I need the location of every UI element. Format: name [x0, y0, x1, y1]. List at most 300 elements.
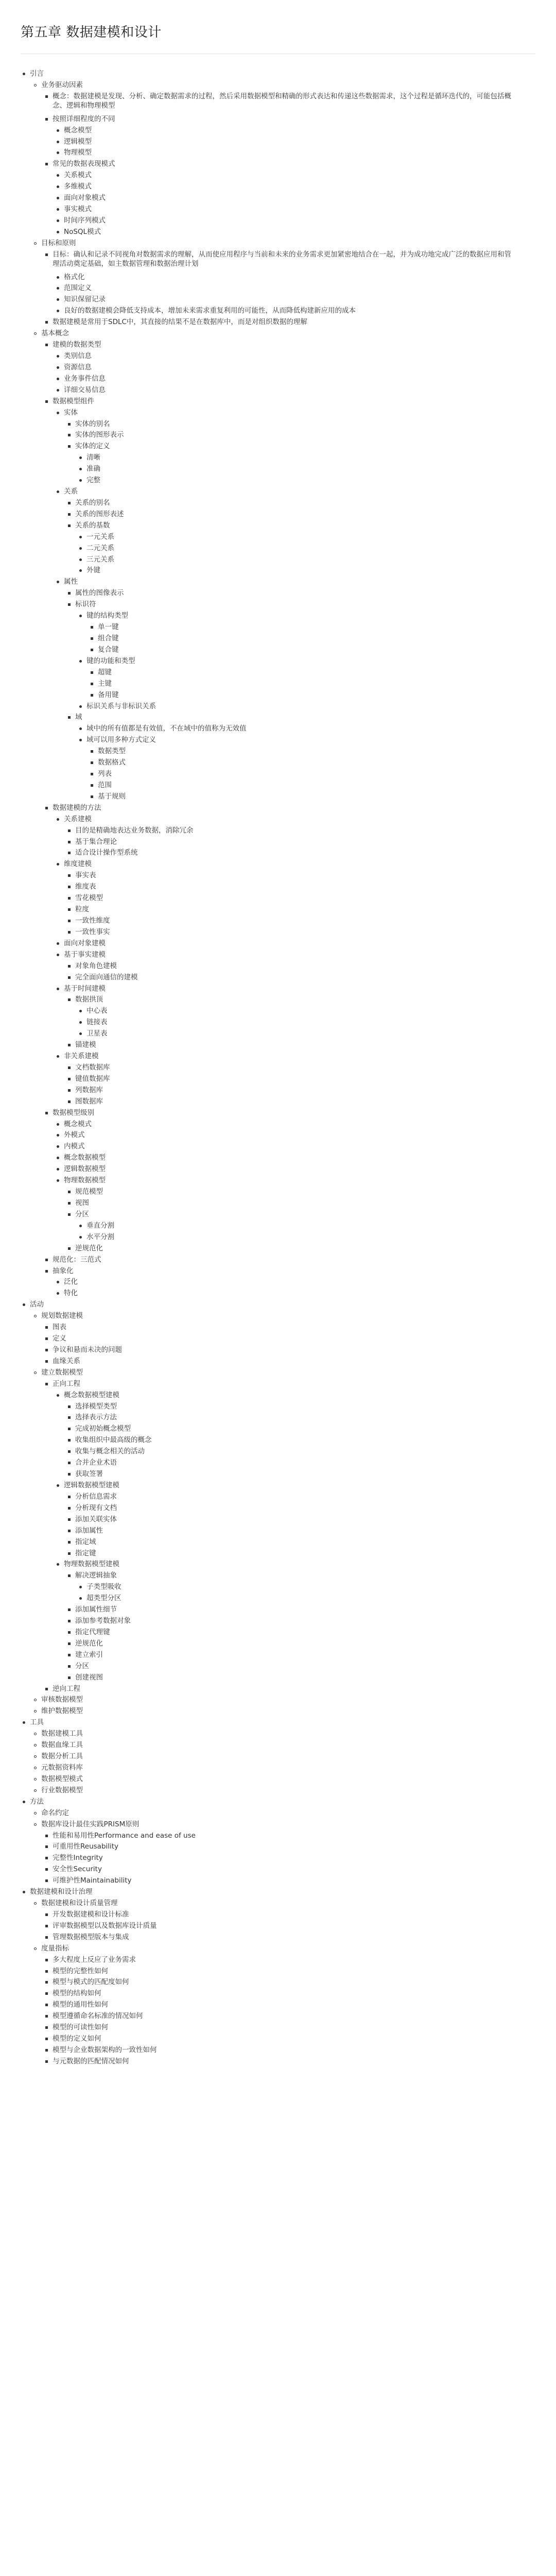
bullet-icon: [68, 1462, 71, 1464]
chapter-title: 第五章 数据建模和设计: [21, 25, 162, 40]
bullet-icon: [68, 1202, 71, 1205]
outline-item-text: 业务事件信息: [64, 374, 106, 383]
bullet-icon: [68, 1642, 71, 1645]
outline-item-text: 规范模型: [75, 1188, 103, 1196]
outline-item-text: 知识保留记录: [64, 295, 106, 304]
bullet-icon: [68, 1416, 71, 1419]
bullet-icon: [79, 1010, 82, 1012]
outline-item-text: 目标：确认和记录不同视角对数据需求的理解，从而使应用程序与当前和未来的业务需求更加紧密地结合在一起，并为成功地完成广泛的数据应用和管理活动奠定基础，如主数据管理和数据治理计划: [53, 250, 511, 268]
bullet-icon: [34, 1812, 37, 1815]
outline-item-text: 数据血缘工具: [41, 1741, 83, 1750]
outline-item-text: 可维护性Maintainability: [53, 1876, 132, 1885]
outline-item-text: 实体的图形表示: [75, 431, 124, 439]
bullet-icon: [45, 1259, 48, 1261]
bullet-icon: [91, 761, 93, 764]
bullet-icon: [68, 445, 71, 448]
bullet-icon: [23, 1801, 25, 1803]
outline-item-text: 单一键: [98, 623, 119, 632]
outline-item-text: 锚建模: [75, 1041, 96, 1049]
bullet-icon: [79, 1586, 82, 1588]
bullet-icon: [68, 1676, 71, 1679]
bullet-icon: [34, 1315, 37, 1317]
bullet-icon: [68, 434, 71, 436]
bullet-icon: [23, 1303, 25, 1306]
outline-item-text: 标识关系与非标识关系: [86, 702, 156, 710]
outline-item-text: 分析现有文档: [75, 1503, 117, 1512]
outline-item-text: 命名约定: [41, 1808, 69, 1817]
outline-item-text: 外模式: [64, 1131, 85, 1140]
outline-item-text: 数据建模是常用于SDLC中，其直接的结果不是在数据库中，而是对组织数据的理解: [53, 318, 307, 327]
outline-item-text: 内模式: [64, 1142, 85, 1151]
bullet-icon: [57, 1168, 59, 1171]
bullet-icon: [68, 1631, 71, 1634]
outline-item-text: 模型的完整性如何: [53, 1967, 108, 1975]
bullet-icon: [68, 1439, 71, 1442]
bullet-icon: [23, 1891, 25, 1893]
outline-item-text: 正向工程: [53, 1379, 80, 1388]
bullet-icon: [45, 1936, 48, 1939]
bullet-icon: [68, 886, 71, 888]
bullet-icon: [57, 208, 59, 211]
outline-item-text: 目标和原则: [41, 239, 76, 247]
bullet-icon: [79, 1021, 82, 1024]
outline-item-text: 模型的通用性如何: [53, 2001, 108, 2009]
outline-item-text: 二元关系: [86, 544, 114, 552]
outline-item-text: 范围定义: [64, 284, 92, 293]
outline-item-text: 对象角色建模: [75, 961, 117, 970]
outline-item-text: 一元关系: [86, 532, 114, 541]
outline-item-text: 子类型吸收: [86, 1583, 121, 1591]
bullet-icon: [34, 1947, 37, 1950]
outline-item-text: 活动: [30, 1300, 44, 1309]
bullet-icon: [57, 298, 59, 301]
outline-item-text: 指定代理键: [75, 1628, 110, 1636]
bullet-icon: [57, 863, 59, 866]
outline-item-text: 域: [75, 713, 82, 722]
outline-item-text: 逻辑模型: [64, 137, 92, 146]
outline-item-text: 规范化：三范式: [53, 1255, 101, 1264]
outline-item-text: 格式化: [64, 273, 85, 281]
outline-item-text: 规划数据建模: [41, 1312, 83, 1320]
outline-item-text: 基于时间建模: [64, 984, 106, 993]
bullet-icon: [34, 1744, 37, 1747]
outline-item-text: 安全性Security: [53, 1865, 102, 1874]
outline-item-text: NoSQL模式: [64, 227, 101, 236]
outline-item-text: 业务驱动因素: [41, 80, 83, 89]
outline-item-text: 非关系建模: [64, 1052, 99, 1061]
outline-item-text: 详细交易信息: [64, 385, 106, 394]
bullet-icon: [68, 1066, 71, 1069]
bullet-icon: [57, 276, 59, 279]
bullet-icon: [57, 287, 59, 290]
outline-item-text: 关系的基数: [75, 521, 110, 530]
outline-item-text: 属性的图像表示: [75, 589, 124, 598]
outline-item-text: 模型的结构如何: [53, 1989, 101, 1998]
bullet-icon: [91, 694, 93, 697]
outline-item-text: 性能和易用性Performance and ease of use: [53, 1831, 196, 1840]
bullet-icon: [57, 1123, 59, 1126]
bullet-icon: [57, 1292, 59, 1295]
bullet-icon: [45, 1326, 48, 1329]
bullet-icon: [91, 683, 93, 685]
bullet-icon: [68, 1213, 71, 1216]
outline-item-text: 多维模式: [64, 182, 92, 191]
bullet-icon: [57, 141, 59, 143]
outline-item-text: 实体: [64, 408, 78, 417]
bullet-icon: [91, 637, 93, 640]
outline-item-text: 三元关系: [86, 555, 114, 564]
bullet-icon: [34, 1767, 37, 1769]
bullet-icon: [34, 242, 37, 245]
bullet-icon: [68, 1496, 71, 1498]
bullet-icon: [68, 1473, 71, 1476]
outline-item-text: 标识符: [75, 600, 96, 609]
bullet-icon: [34, 1778, 37, 1781]
bullet-icon: [45, 1959, 48, 1961]
outline-item-text: 一致性事实: [75, 927, 110, 936]
outline-item-text: 常见的数据表现模式: [53, 160, 115, 168]
bullet-icon: [45, 253, 48, 256]
bullet-icon: [68, 1665, 71, 1668]
outline-item-text: 粒度: [75, 905, 89, 914]
bullet-icon: [68, 1530, 71, 1532]
bullet-icon: [68, 1405, 71, 1408]
outline-item-text: 主键: [98, 679, 112, 688]
outline-item-text: 实体的别名: [75, 419, 110, 428]
bullet-icon: [68, 1541, 71, 1544]
bullet-icon: [57, 231, 59, 233]
outline-item-text: 建立索引: [75, 1650, 103, 1659]
bullet-icon: [68, 1044, 71, 1046]
outline-item-text: 模型的可读性如何: [53, 2023, 108, 2032]
bullet-icon: [79, 727, 82, 730]
outline-item-text: 审核数据模型: [41, 1696, 83, 1704]
outline-item-text: 域可以用多种方式定义: [86, 736, 156, 744]
bullet-icon: [45, 1981, 48, 1984]
bullet-icon: [68, 1518, 71, 1521]
bullet-icon: [79, 1032, 82, 1035]
outline-item-text: 创建视图: [75, 1673, 103, 1682]
outline-item-text: 概念数据模型建模: [64, 1391, 119, 1399]
bullet-icon: [68, 829, 71, 832]
outline-item-text: 时间序列模式: [64, 216, 106, 225]
bullet-icon: [57, 185, 59, 188]
outline-item-text: 泛化: [64, 1278, 78, 1286]
outline-item-text: 目的是精确地表达业务数据，消除冗余: [75, 826, 194, 835]
bullet-icon: [57, 1134, 59, 1137]
outline-item-text: 雪花模型: [75, 894, 103, 903]
bullet-icon: [91, 671, 93, 674]
outline-item-text: 准确: [86, 465, 100, 473]
outline-item-text: 行业数据模型: [41, 1786, 83, 1794]
outline-item-text: 工具: [30, 1718, 44, 1727]
outline-item-text: 关系建模: [64, 815, 92, 823]
outline-item-text: 模型的定义如何: [53, 2035, 101, 2043]
bullet-icon: [45, 1360, 48, 1363]
outline-item-text: 开发数据建模和设计标准: [53, 1910, 129, 1919]
bullet-icon: [57, 818, 59, 821]
outline-item-text: 域中的所有值都是有效值，不在域中的值称为无效值: [86, 724, 247, 733]
bullet-icon: [45, 344, 48, 346]
outline-item-text: 概念模型: [64, 126, 92, 134]
outline-item-text: 完成初始概念模型: [75, 1425, 131, 1433]
bullet-icon: [68, 1247, 71, 1250]
bullet-icon: [34, 1789, 37, 1792]
outline-item-text: 数据拱顶: [75, 995, 103, 1004]
outline-item-text: 逆向工程: [53, 1684, 80, 1693]
bullet-icon: [68, 1608, 71, 1611]
bullet-icon: [91, 626, 93, 629]
bullet-icon: [45, 1879, 48, 1882]
outline-item-text: 定义: [53, 1334, 66, 1343]
outline-item-text: 物理数据模型: [64, 1176, 106, 1185]
bullet-icon: [34, 332, 37, 335]
outline-item-text: 基于规则: [98, 792, 126, 801]
outline-item-text: 图数据库: [75, 1097, 103, 1106]
bullet-icon: [57, 366, 59, 369]
bullet-icon: [57, 197, 59, 199]
outline-item-text: 血缘关系: [53, 1357, 80, 1365]
outline-item-text: 度量指标: [41, 1944, 69, 1953]
bullet-icon: [68, 897, 71, 900]
bullet-icon: [91, 784, 93, 787]
bullet-icon: [68, 998, 71, 1001]
outline-item-text: 模型与企业数据架构的一致性如何: [53, 2046, 157, 2054]
bullet-icon: [45, 1349, 48, 1351]
outline-item-text: 物理数据模型建模: [64, 1560, 119, 1569]
bullet-icon: [68, 1191, 71, 1193]
outline-item-text: 争议和悬而未决的问题: [53, 1345, 122, 1354]
outline-item-text: 键值数据库: [75, 1074, 110, 1083]
bullet-icon: [68, 931, 71, 934]
bullet-icon: [34, 1371, 37, 1374]
outline-item-text: 视图: [75, 1199, 89, 1207]
bullet-icon: [57, 490, 59, 493]
outline-item-text: 完全面向通信的建模: [75, 973, 138, 981]
bullet-icon: [57, 942, 59, 945]
bullet-icon: [45, 2060, 48, 2063]
outline-item-text: 逻辑数据模型建模: [64, 1481, 119, 1489]
outline-item-text: 物理模型: [64, 148, 92, 157]
bullet-icon: [57, 1179, 59, 1182]
outline-item-text: 中心表: [86, 1007, 108, 1015]
outline-item-text: 基本概念: [41, 329, 69, 338]
outline-item-text: 关系的别名: [75, 498, 110, 507]
bullet-icon: [45, 1845, 48, 1848]
outline-item-text: 文档数据库: [75, 1063, 110, 1072]
outline-item-text: 完整: [86, 476, 100, 485]
outline-item-text: 多大程度上反应了业务需求: [53, 1955, 136, 1964]
bullet-icon: [45, 1337, 48, 1340]
outline-item-text: 数据模型模式: [41, 1774, 83, 1783]
outline-item-text: 选择模型类型: [75, 1402, 117, 1411]
outline-item-text: 清晰: [86, 453, 100, 462]
bullet-icon: [45, 118, 48, 121]
bullet-icon: [68, 1078, 71, 1080]
outline-item-text: 良好的数据建模会降低支持成本，增加未来需求重复利用的可能性，从而降低构建新应用的成本: [64, 307, 356, 315]
outline-item-text: 分区: [75, 1662, 89, 1670]
outline-item-text: 数据分析工具: [41, 1752, 83, 1761]
outline-item-text: 面向对象建模: [64, 939, 106, 947]
bullet-icon: [34, 1733, 37, 1735]
bullet-icon: [45, 321, 48, 324]
bullet-icon: [45, 1688, 48, 1690]
outline-item-text: 添加关联实体: [75, 1515, 117, 1523]
bullet-icon: [79, 660, 82, 663]
bullet-icon: [34, 1755, 37, 1758]
outline-item-text: 概念数据模型: [64, 1154, 106, 1162]
bullet-icon: [68, 976, 71, 979]
bullet-icon: [45, 1913, 48, 1916]
outline-item-text: 维护数据模型: [41, 1707, 83, 1716]
bullet-icon: [68, 1552, 71, 1555]
bullet-icon: [91, 649, 93, 651]
bullet-icon: [57, 1484, 59, 1487]
bullet-icon: [57, 1394, 59, 1397]
outline-item-text: 维度表: [75, 883, 96, 891]
bullet-icon: [68, 524, 71, 527]
outline-item-text: 引言: [30, 70, 44, 78]
outline-item-text: 关系的图形表述: [75, 510, 124, 518]
outline-item-text: 收集组织中最高级的概念: [75, 1436, 152, 1445]
bullet-icon: [57, 412, 59, 414]
outline-item-text: 数据建模和设计治理: [30, 1888, 93, 1896]
outline-item-text: 按照详细程度的不同: [53, 114, 115, 123]
outline-item-text: 资源信息: [64, 363, 92, 371]
outline-item-text: 模型遵循命名标准的情况如何: [53, 2012, 143, 2021]
outline-item-text: 数据建模工具: [41, 1730, 83, 1738]
outline-item-text: 逆规范化: [75, 1244, 103, 1252]
outline-item-text: 分析信息需求: [75, 1492, 117, 1501]
outline-item-text: 事实表: [75, 871, 96, 880]
bullet-icon: [68, 1450, 71, 1453]
bullet-icon: [45, 400, 48, 403]
outline-item-text: 面向对象模式: [64, 194, 106, 202]
outline-item-text: 元数据资料库: [41, 1764, 83, 1772]
outline-item-text: 获取签署: [75, 1470, 103, 1479]
bullet-icon: [68, 716, 71, 719]
outline-item-text: 范围: [98, 781, 112, 789]
bullet-icon: [79, 1597, 82, 1600]
outline-item-text: 合并企业术语: [75, 1459, 117, 1467]
outline-item-text: 适合设计操作型系统: [75, 849, 138, 857]
bullet-icon: [68, 592, 71, 595]
bullet-icon: [45, 1970, 48, 1973]
bullet-icon: [57, 378, 59, 380]
bullet-icon: [23, 1721, 25, 1724]
bullet-icon: [34, 1710, 37, 1713]
outline-item-text: 添加属性细节: [75, 1605, 117, 1614]
bullet-icon: [34, 1823, 37, 1826]
bullet-icon: [68, 423, 71, 426]
bullet-icon: [57, 1563, 59, 1566]
outline-item-text: 模型与模式的匹配度如何: [53, 1978, 129, 1987]
outline-item-text: 列数据库: [75, 1086, 103, 1094]
bullet-icon: [79, 1236, 82, 1239]
outline-item-text: 属性: [64, 578, 78, 586]
outline-item-text: 链接表: [86, 1018, 108, 1027]
bullet-icon: [79, 1225, 82, 1227]
bullet-icon: [45, 1383, 48, 1385]
outline-item-text: 备用键: [98, 690, 119, 699]
bullet-icon: [57, 1281, 59, 1283]
outline-item-text: 数据类型: [98, 747, 126, 756]
bullet-icon: [68, 852, 71, 854]
bullet-icon: [79, 558, 82, 561]
bullet-icon: [57, 1157, 59, 1159]
bullet-icon: [68, 1574, 71, 1577]
outline-item-text: 管理数据模型版本与集成: [53, 1933, 129, 1941]
bullet-icon: [45, 1992, 48, 1995]
bullet-icon: [57, 355, 59, 358]
bullet-icon: [45, 1112, 48, 1114]
outline-item-text: 方法: [30, 1797, 44, 1806]
bullet-icon: [34, 1699, 37, 1701]
outline-item-text: 列表: [98, 770, 112, 778]
bullet-icon: [68, 908, 71, 911]
bullet-icon: [45, 1868, 48, 1871]
outline-item-text: 选择表示方法: [75, 1413, 117, 1422]
bullet-icon: [68, 603, 71, 606]
outline-item-text: 与元数据的匹配情况如何: [53, 2057, 129, 2065]
bullet-icon: [91, 773, 93, 775]
bullet-icon: [79, 615, 82, 617]
bullet-icon: [34, 84, 37, 87]
bullet-icon: [68, 502, 71, 504]
bullet-icon: [68, 920, 71, 922]
outline-item-text: 收集与概念相关的活动: [75, 1447, 145, 1456]
bullet-icon: [45, 807, 48, 809]
outline-item-text: 数据模型组件: [53, 397, 94, 405]
bullet-icon: [68, 1654, 71, 1656]
outline-item-text: 可重用性Reusability: [53, 1842, 119, 1851]
outline-item-text: 键的功能和类型: [86, 656, 135, 665]
outline-item-text: 事实模式: [64, 205, 92, 214]
outline-item-text: 概念：数据建模是发现、分析、确定数据需求的过程，然后采用数据模型和精确的形式表达和传递这些数据需求，这个过程是循环迭代的，可能包括概念、逻辑和物理模型: [53, 92, 511, 110]
bullet-icon: [91, 795, 93, 798]
bullet-icon: [57, 151, 59, 154]
outline-item-text: 键的结构类型: [86, 612, 128, 620]
bullet-icon: [45, 1857, 48, 1859]
bullet-icon: [45, 1925, 48, 1927]
bullet-icon: [79, 569, 82, 572]
bullet-icon: [57, 581, 59, 583]
bullet-icon: [79, 479, 82, 482]
outline-item-text: 特化: [64, 1289, 78, 1298]
bullet-icon: [45, 2004, 48, 2006]
bullet-icon: [57, 310, 59, 312]
outline-item-text: 数据模型级别: [53, 1108, 94, 1117]
outline-item-text: 数据建模的方法: [53, 803, 101, 812]
outline-item-text: 一致性维度: [75, 917, 110, 925]
bullet-icon: [68, 513, 71, 516]
bullet-icon: [79, 739, 82, 741]
outline-item-text: 添加属性: [75, 1526, 103, 1535]
outline-item-text: 基于集合理论: [75, 837, 117, 846]
bullet-icon: [23, 73, 25, 75]
bullet-icon: [91, 750, 93, 753]
bullet-icon: [45, 163, 48, 165]
bullet-icon: [57, 1145, 59, 1148]
outline-item-text: 抽象化: [53, 1266, 74, 1275]
bullet-icon: [34, 1902, 37, 1905]
bullet-icon: [57, 219, 59, 222]
bullet-icon: [45, 2049, 48, 2052]
bullet-icon: [79, 536, 82, 538]
bullet-icon: [68, 841, 71, 843]
outline-item-text: 添加参考数据对象: [75, 1617, 131, 1625]
outline-item-text: 建模的数据类型: [53, 341, 101, 349]
